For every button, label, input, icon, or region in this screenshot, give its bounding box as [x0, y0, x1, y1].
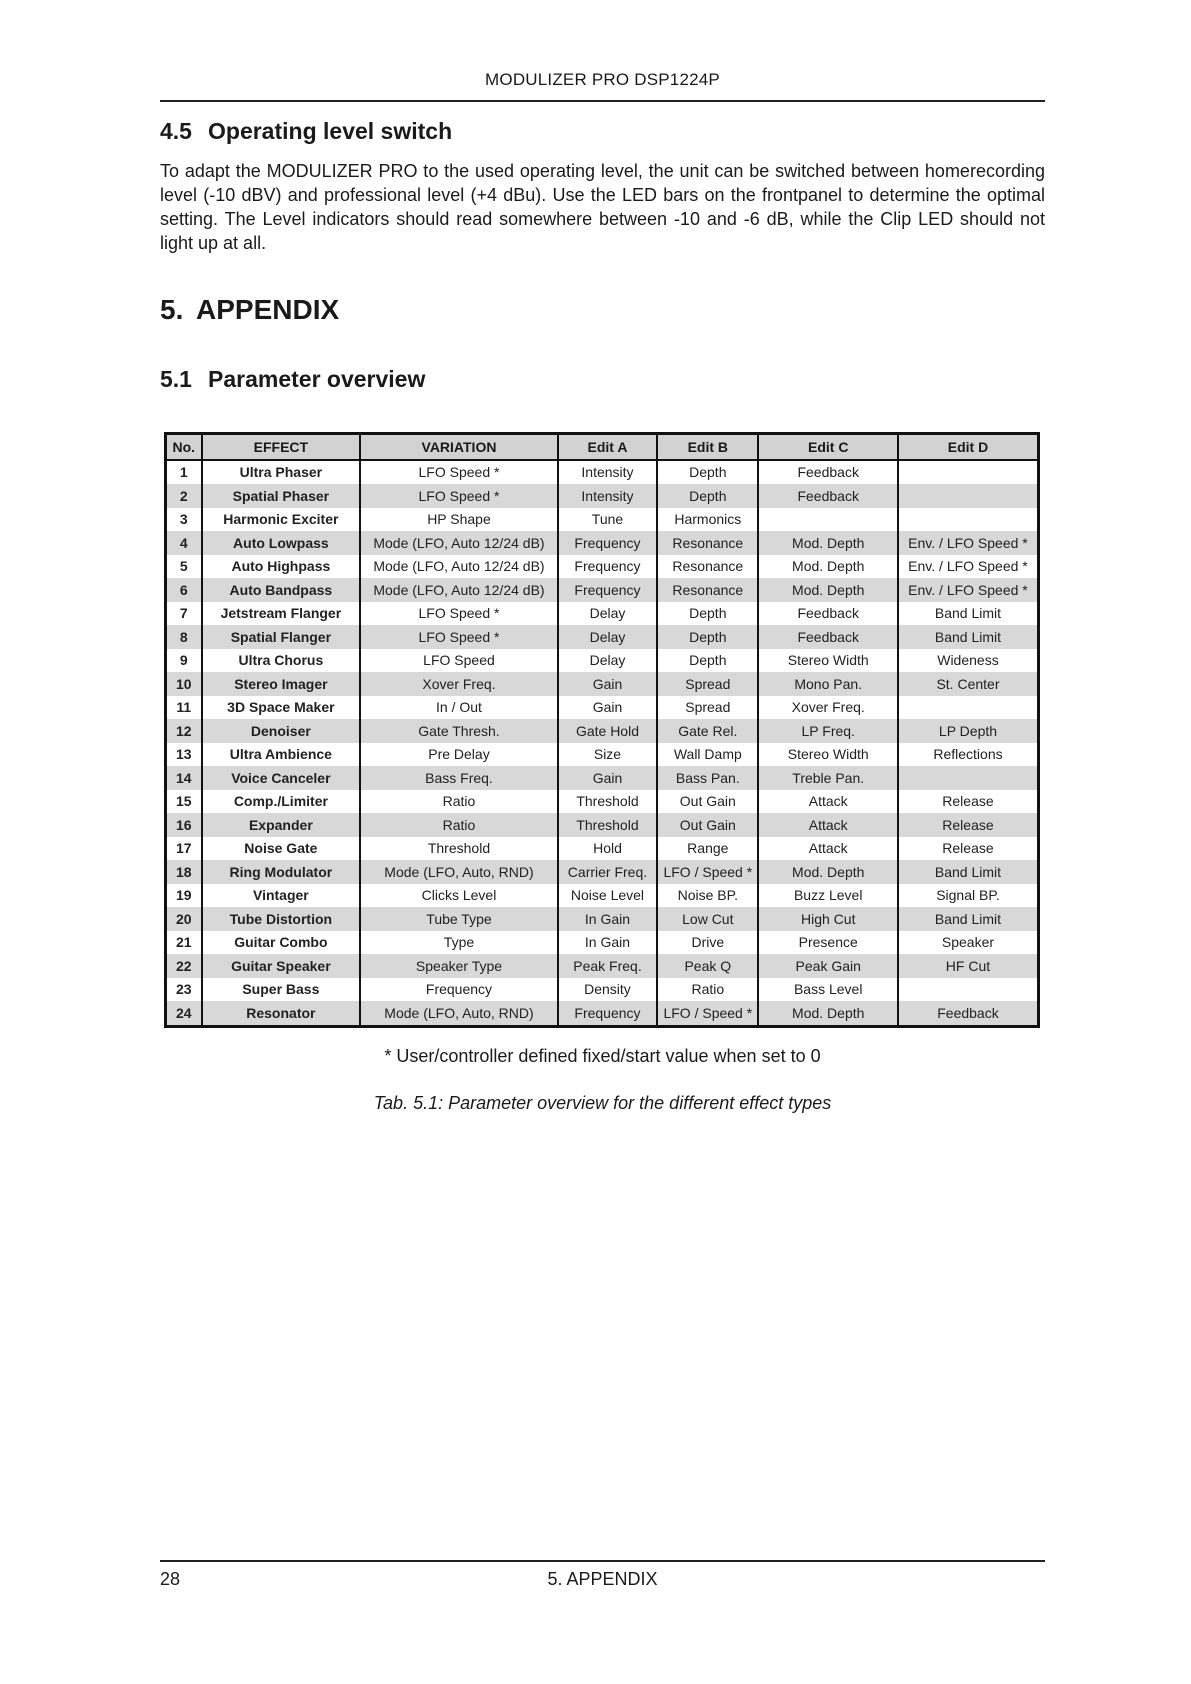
table-row — [166, 460, 1039, 485]
table-cell: Feedback — [758, 460, 897, 485]
section-number: 5. — [160, 294, 184, 325]
table-cell: Denoiser — [202, 719, 361, 743]
table-cell: Noise BP. — [657, 884, 758, 908]
table-cell: Ring Modulator — [202, 860, 361, 884]
table-cell: Attack — [758, 813, 897, 837]
column-header: No. — [166, 434, 202, 460]
table-cell: 19 — [166, 884, 202, 908]
table-cell: Band Limit — [898, 602, 1039, 626]
table-cell: Spatial Phaser — [202, 484, 361, 508]
table-cell: Low Cut — [657, 907, 758, 931]
table-cell: Speaker Type — [360, 954, 558, 978]
table-cell: Jetstream Flanger — [202, 602, 361, 626]
table-cell: 7 — [166, 602, 202, 626]
table-cell: LFO / Speed * — [657, 860, 758, 884]
table-cell: Delay — [558, 602, 657, 626]
table-cell: LFO Speed * — [360, 625, 558, 649]
column-header: Edit B — [657, 434, 758, 460]
table-cell: 1 — [166, 460, 202, 485]
table-cell: Auto Bandpass — [202, 578, 361, 602]
table-row — [166, 1001, 1039, 1026]
column-header: EFFECT — [202, 434, 361, 460]
table-cell: Noise Level — [558, 884, 657, 908]
table-cell — [898, 766, 1039, 790]
table-row — [166, 884, 1039, 908]
table-cell: Size — [558, 743, 657, 767]
section-title: Parameter overview — [208, 366, 426, 392]
table-row — [166, 860, 1039, 884]
table-cell: Threshold — [558, 813, 657, 837]
table-cell: 12 — [166, 719, 202, 743]
table-row — [166, 672, 1039, 696]
table-cell: Bass Level — [758, 978, 897, 1002]
table-cell: Auto Lowpass — [202, 531, 361, 555]
table-cell: Mode (LFO, Auto, RND) — [360, 1001, 558, 1026]
table-cell: Delay — [558, 625, 657, 649]
table-cell: Comp./Limiter — [202, 790, 361, 814]
table-cell: Mode (LFO, Auto 12/24 dB) — [360, 531, 558, 555]
table-cell: Hold — [558, 837, 657, 861]
table-cell: LFO / Speed * — [657, 1001, 758, 1026]
footer-section-label: 5. APPENDIX — [547, 1569, 658, 1589]
table-cell — [898, 484, 1039, 508]
table-cell: Stereo Width — [758, 743, 897, 767]
table-cell: Threshold — [360, 837, 558, 861]
table-cell: Frequency — [360, 978, 558, 1002]
table-cell: LFO Speed — [360, 649, 558, 673]
table-cell: In Gain — [558, 931, 657, 955]
section-4-5-heading — [160, 118, 452, 145]
table-cell: 13 — [166, 743, 202, 767]
table-cell: Peak Q — [657, 954, 758, 978]
column-header: Edit A — [558, 434, 657, 460]
table-cell: 20 — [166, 907, 202, 931]
table-cell: 22 — [166, 954, 202, 978]
table-cell: Threshold — [558, 790, 657, 814]
table-row — [166, 813, 1039, 837]
table-cell: Depth — [657, 484, 758, 508]
table-cell: Super Bass — [202, 978, 361, 1002]
table-cell: Band Limit — [898, 860, 1039, 884]
table-cell: Gate Thresh. — [360, 719, 558, 743]
table-cell: Auto Highpass — [202, 555, 361, 579]
table-cell: Release — [898, 813, 1039, 837]
table-cell: St. Center — [898, 672, 1039, 696]
table-cell: Ratio — [657, 978, 758, 1002]
table-cell: Intensity — [558, 484, 657, 508]
table-cell: Gain — [558, 672, 657, 696]
table-cell: Out Gain — [657, 790, 758, 814]
table-cell: 23 — [166, 978, 202, 1002]
table-cell: Carrier Freq. — [558, 860, 657, 884]
table-cell: Mono Pan. — [758, 672, 897, 696]
table-header-row — [166, 434, 1039, 460]
table-cell: Feedback — [758, 625, 897, 649]
table-cell: Stereo Imager — [202, 672, 361, 696]
table-cell: 21 — [166, 931, 202, 955]
table-cell: LFO Speed * — [360, 460, 558, 485]
table-cell: Tube Type — [360, 907, 558, 931]
section-number: 4.5 — [160, 118, 192, 144]
section-5-1-heading — [160, 366, 425, 393]
table-cell: Guitar Speaker — [202, 954, 361, 978]
table-cell: 10 — [166, 672, 202, 696]
table-cell: Frequency — [558, 578, 657, 602]
table-cell: Reflections — [898, 743, 1039, 767]
table-cell: Mode (LFO, Auto 12/24 dB) — [360, 578, 558, 602]
table-cell: Buzz Level — [758, 884, 897, 908]
table-cell: Mode (LFO, Auto, RND) — [360, 860, 558, 884]
section-title: APPENDIX — [196, 294, 340, 325]
table-cell: Pre Delay — [360, 743, 558, 767]
table-cell: Gain — [558, 766, 657, 790]
table-cell: 18 — [166, 860, 202, 884]
table-cell: 3D Space Maker — [202, 696, 361, 720]
table-row — [166, 837, 1039, 861]
table-cell: LP Depth — [898, 719, 1039, 743]
table-cell: Ultra Chorus — [202, 649, 361, 673]
table-cell: Spread — [657, 672, 758, 696]
table-cell: 5 — [166, 555, 202, 579]
table-cell: Tube Distortion — [202, 907, 361, 931]
table-cell: Expander — [202, 813, 361, 837]
table-cell: Tune — [558, 508, 657, 532]
column-header: Edit D — [898, 434, 1039, 460]
column-header: VARIATION — [360, 434, 558, 460]
table-cell: 2 — [166, 484, 202, 508]
table-row — [166, 602, 1039, 626]
table-cell: In Gain — [558, 907, 657, 931]
table-footnote: * User/controller defined fixed/start value when set to 0 — [384, 1046, 821, 1066]
table-cell: Speaker — [898, 931, 1039, 955]
table-cell: Presence — [758, 931, 897, 955]
table-cell: Feedback — [758, 484, 897, 508]
table-cell: Band Limit — [898, 625, 1039, 649]
section-5-heading — [160, 294, 339, 326]
table-cell: 24 — [166, 1001, 202, 1026]
table-row — [166, 954, 1039, 978]
table-row — [166, 649, 1039, 673]
table-cell: HP Shape — [360, 508, 558, 532]
table-cell: Mod. Depth — [758, 555, 897, 579]
table-cell: Intensity — [558, 460, 657, 485]
table-cell: Mod. Depth — [758, 1001, 897, 1026]
table-cell: High Cut — [758, 907, 897, 931]
table-cell: 17 — [166, 837, 202, 861]
table-cell: Treble Pan. — [758, 766, 897, 790]
table-cell — [898, 460, 1039, 485]
table-cell: In / Out — [360, 696, 558, 720]
table-cell: Mod. Depth — [758, 578, 897, 602]
section-title: Operating level switch — [208, 118, 453, 144]
table-cell: Mod. Depth — [758, 531, 897, 555]
table-cell: Mod. Depth — [758, 860, 897, 884]
table-body — [166, 460, 1039, 1027]
table-cell: HF Cut — [898, 954, 1039, 978]
table-cell: Bass Freq. — [360, 766, 558, 790]
table-cell: Env. / LFO Speed * — [898, 531, 1039, 555]
table-cell: 11 — [166, 696, 202, 720]
table-cell: Delay — [558, 649, 657, 673]
table-cell: Mode (LFO, Auto 12/24 dB) — [360, 555, 558, 579]
table-cell: Env. / LFO Speed * — [898, 578, 1039, 602]
table-cell: Resonator — [202, 1001, 361, 1026]
table-cell: Depth — [657, 649, 758, 673]
table-row — [166, 555, 1039, 579]
table-cell: Xover Freq. — [758, 696, 897, 720]
table-cell: LFO Speed * — [360, 484, 558, 508]
table-cell: Drive — [657, 931, 758, 955]
table-cell: Ratio — [360, 813, 558, 837]
operating-level-paragraph: To adapt the MODULIZER PRO to the used operating level, the unit can be switched between homerecording level (-10 dBV) and professional level (+4 dBu). Use the LED bars on the frontpanel to determine the optimal setting. The Level indicators should read somewhere between -10 and -6 dB, while the Clip LED should not light up at all. — [160, 161, 1045, 253]
table-row — [166, 719, 1039, 743]
table-cell: LP Freq. — [758, 719, 897, 743]
table-cell: Attack — [758, 837, 897, 861]
table-row — [166, 743, 1039, 767]
table-cell: 16 — [166, 813, 202, 837]
table-cell: Gain — [558, 696, 657, 720]
table-row — [166, 790, 1039, 814]
table-cell: Spatial Flanger — [202, 625, 361, 649]
table-cell: Density — [558, 978, 657, 1002]
table-cell: LFO Speed * — [360, 602, 558, 626]
table-cell: 8 — [166, 625, 202, 649]
table-cell: Guitar Combo — [202, 931, 361, 955]
table-cell: Attack — [758, 790, 897, 814]
table-row — [166, 696, 1039, 720]
table-cell: Peak Freq. — [558, 954, 657, 978]
parameter-table — [164, 432, 1040, 1028]
table-cell: Signal BP. — [898, 884, 1039, 908]
table-cell: Vintager — [202, 884, 361, 908]
table-cell: Resonance — [657, 555, 758, 579]
table-cell: Depth — [657, 602, 758, 626]
table-cell: Release — [898, 790, 1039, 814]
table-cell: Out Gain — [657, 813, 758, 837]
table-cell: Peak Gain — [758, 954, 897, 978]
table-cell: Noise Gate — [202, 837, 361, 861]
table-cell: Voice Canceler — [202, 766, 361, 790]
table-cell — [898, 508, 1039, 532]
table-cell: 3 — [166, 508, 202, 532]
table-cell — [898, 696, 1039, 720]
table-cell: 6 — [166, 578, 202, 602]
table-row — [166, 508, 1039, 532]
table-cell: Wall Damp — [657, 743, 758, 767]
header-rule — [160, 100, 1045, 102]
table-cell — [898, 978, 1039, 1002]
table-cell: Range — [657, 837, 758, 861]
table-cell: Type — [360, 931, 558, 955]
table-cell: Xover Freq. — [360, 672, 558, 696]
table-cell: Band Limit — [898, 907, 1039, 931]
table-caption: Tab. 5.1: Parameter overview for the different effect types — [373, 1093, 832, 1113]
table-cell: Ultra Ambience — [202, 743, 361, 767]
table-cell: 14 — [166, 766, 202, 790]
table-cell: Frequency — [558, 1001, 657, 1026]
table-cell: Harmonic Exciter — [202, 508, 361, 532]
table-cell: Feedback — [898, 1001, 1039, 1026]
table-cell: Release — [898, 837, 1039, 861]
table-cell: 4 — [166, 531, 202, 555]
table-cell: Env. / LFO Speed * — [898, 555, 1039, 579]
table-cell: Resonance — [657, 531, 758, 555]
table-row — [166, 931, 1039, 955]
table-cell: 15 — [166, 790, 202, 814]
parameter-table-container — [164, 432, 1040, 1028]
page-number: 28 — [160, 1569, 181, 1589]
table-cell — [758, 508, 897, 532]
table-cell: Clicks Level — [360, 884, 558, 908]
table-row — [166, 766, 1039, 790]
table-row — [166, 978, 1039, 1002]
table-cell: Gate Hold — [558, 719, 657, 743]
table-cell: Wideness — [898, 649, 1039, 673]
table-cell: Bass Pan. — [657, 766, 758, 790]
table-row — [166, 531, 1039, 555]
table-row — [166, 484, 1039, 508]
table-cell: Resonance — [657, 578, 758, 602]
table-row — [166, 578, 1039, 602]
table-cell: Harmonics — [657, 508, 758, 532]
table-cell: 9 — [166, 649, 202, 673]
page-header-title: MODULIZER PRO DSP1224P — [485, 70, 720, 89]
table-cell: Frequency — [558, 555, 657, 579]
table-cell: Frequency — [558, 531, 657, 555]
table-cell: Spread — [657, 696, 758, 720]
section-number: 5.1 — [160, 366, 192, 392]
table-cell: Gate Rel. — [657, 719, 758, 743]
table-cell: Feedback — [758, 602, 897, 626]
table-cell: Ratio — [360, 790, 558, 814]
table-cell: Stereo Width — [758, 649, 897, 673]
footer-rule — [160, 1560, 1045, 1562]
table-cell: Ultra Phaser — [202, 460, 361, 485]
column-header: Edit C — [758, 434, 897, 460]
table-cell: Depth — [657, 460, 758, 485]
table-row — [166, 625, 1039, 649]
table-row — [166, 907, 1039, 931]
table-cell: Depth — [657, 625, 758, 649]
